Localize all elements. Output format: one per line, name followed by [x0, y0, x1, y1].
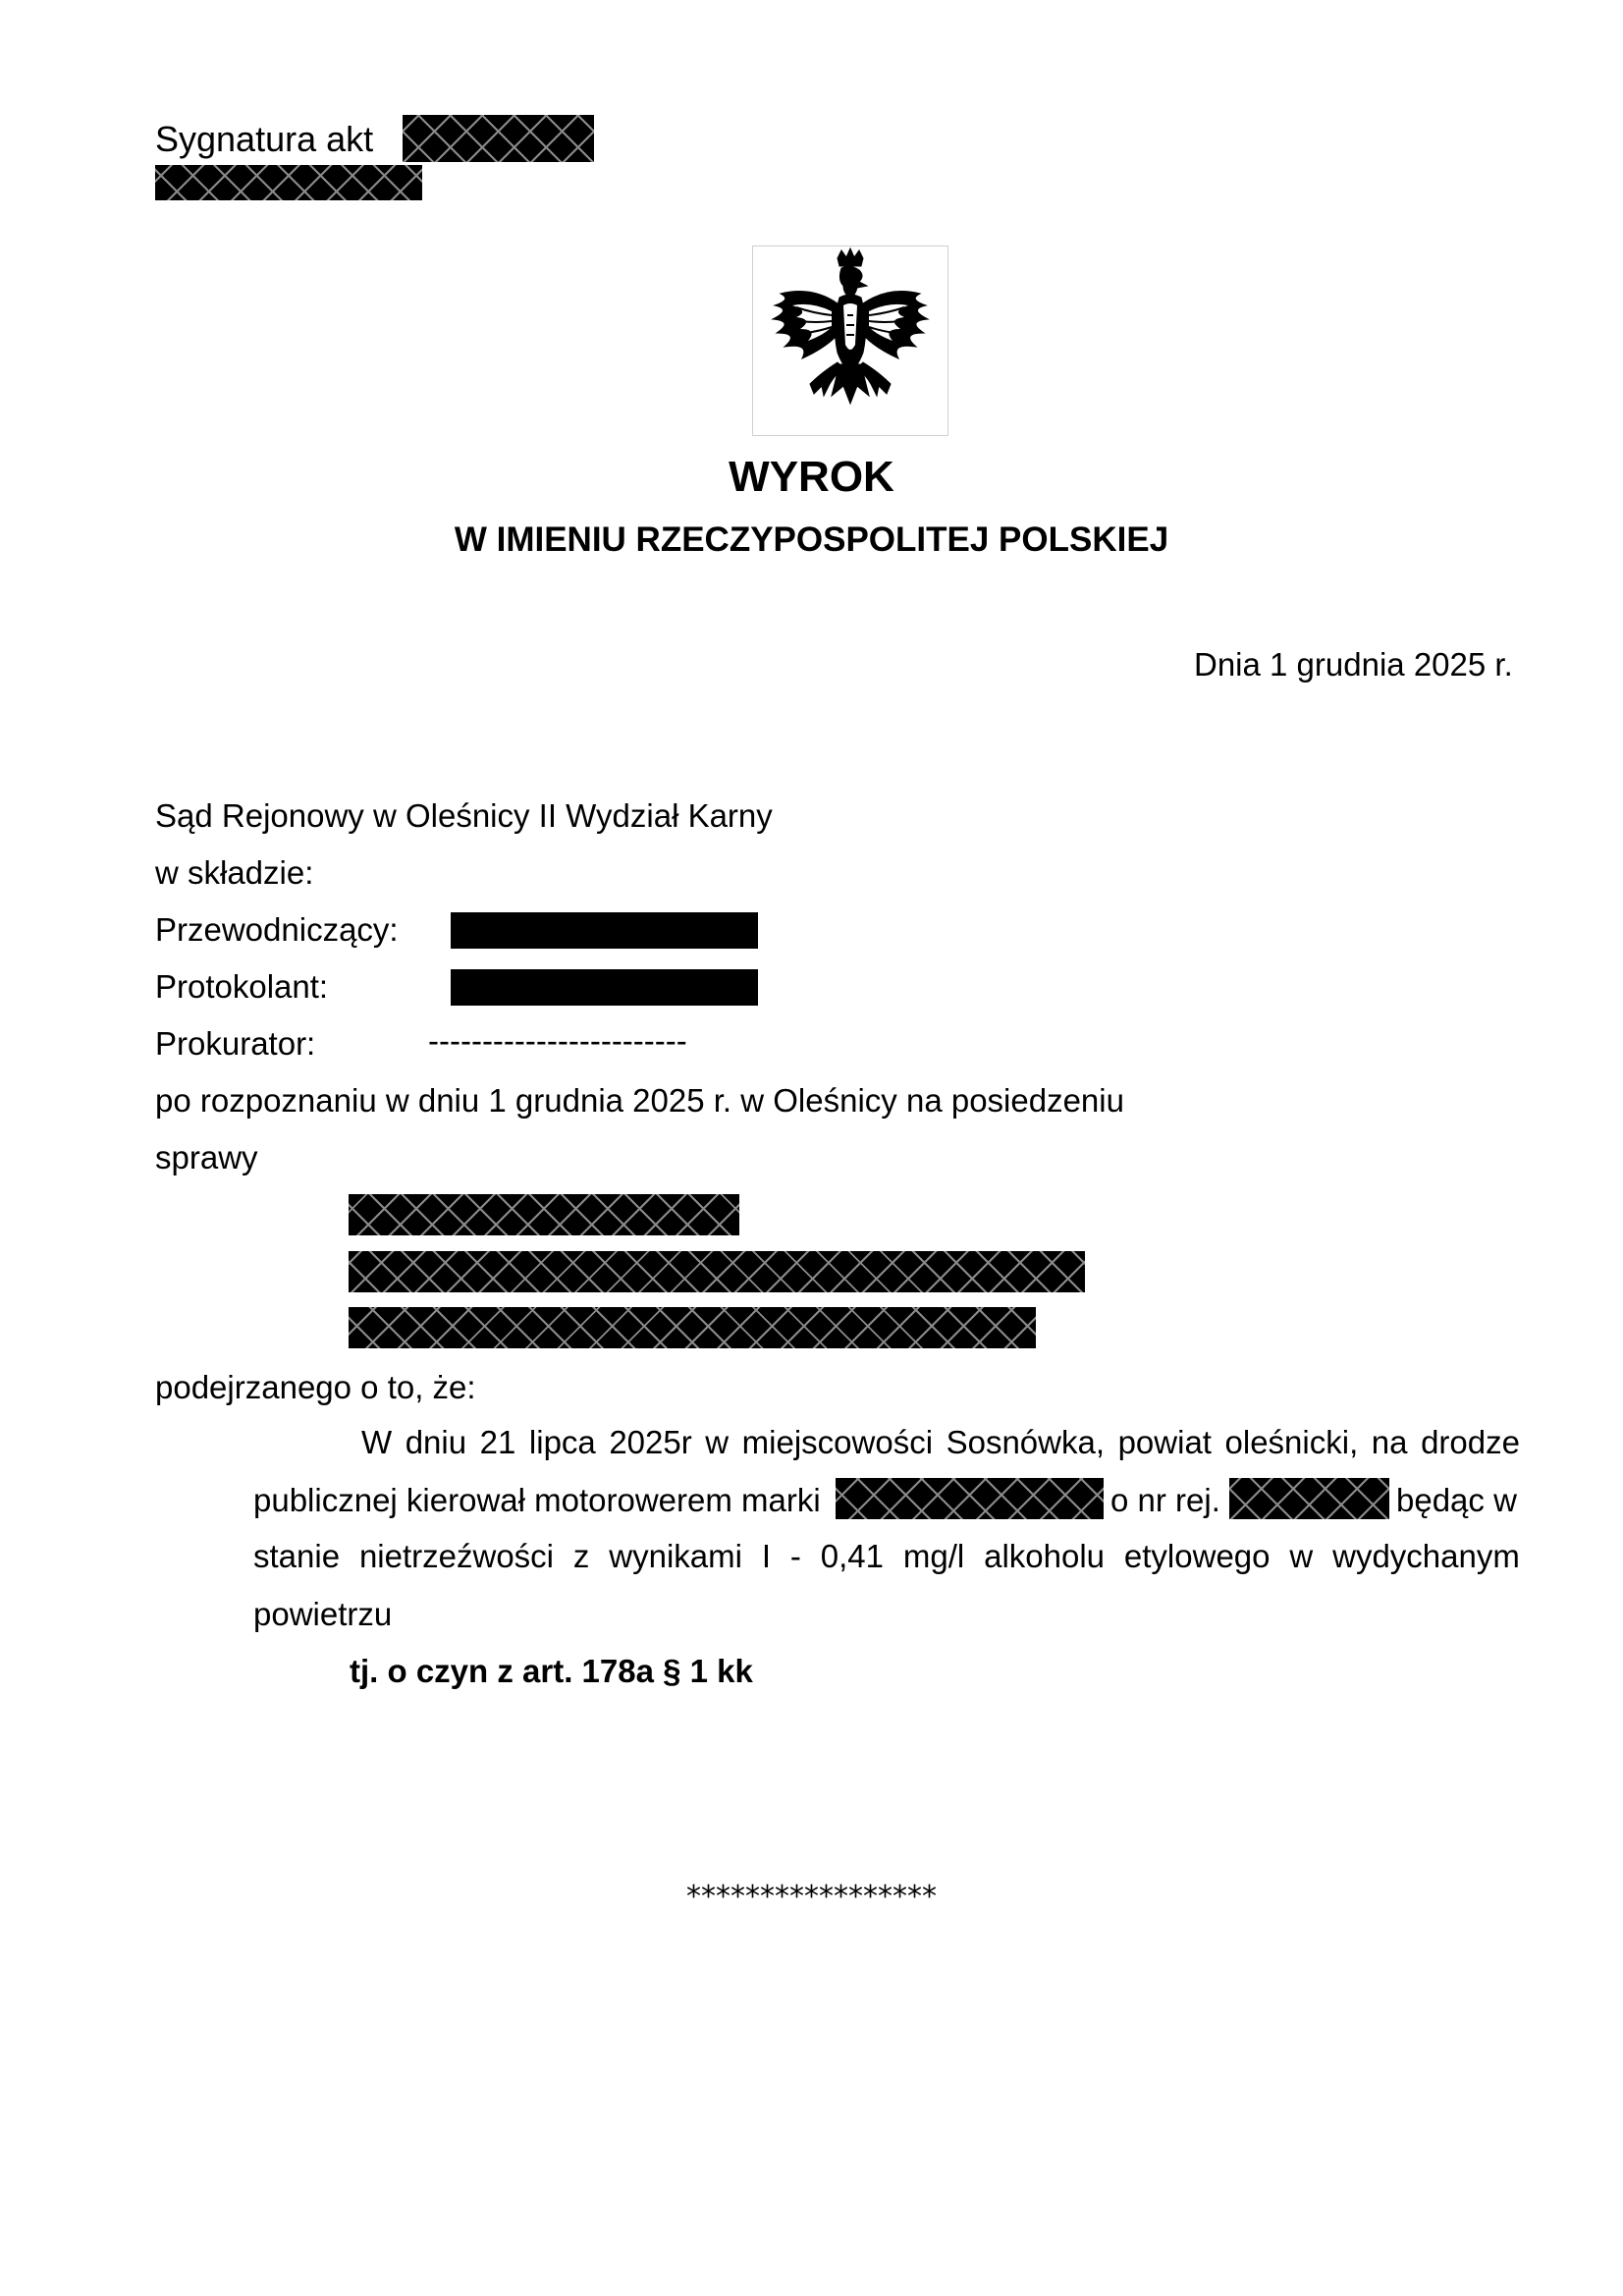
charge-word: w	[1289, 1538, 1314, 1574]
judgment-date: Dnia 1 grudnia 2025 r.	[1194, 646, 1513, 683]
charge-word: Sosnówka,	[946, 1424, 1106, 1460]
charge-word: w	[705, 1424, 730, 1460]
charge-line-1	[361, 1414, 1520, 1471]
redacted-defendant-line2	[349, 1251, 1085, 1292]
charge-word: 2025r	[609, 1424, 692, 1460]
charge-word: stanie	[253, 1538, 341, 1574]
presiding-judge-label: Przewodniczący:	[155, 911, 399, 948]
charge-word: wynikami	[609, 1538, 742, 1574]
charge-line-4: powietrzu	[253, 1596, 393, 1632]
clerk-label: Protokolant:	[155, 968, 329, 1005]
charge-word: dniu	[405, 1424, 467, 1460]
charge-line-2c: będąc w	[1396, 1482, 1517, 1518]
charge-word: mg/l	[902, 1538, 965, 1574]
redacted-signature-number	[403, 115, 594, 162]
redacted-registration-number	[1229, 1478, 1389, 1519]
prosecutor-label: Prokurator:	[155, 1025, 316, 1062]
charge-line-3	[253, 1528, 1520, 1585]
charge-word: 0,41	[820, 1538, 884, 1574]
separator-asterisks: *****************	[686, 1880, 937, 1914]
redacted-defendant-name	[349, 1194, 739, 1235]
redacted-presiding-judge	[451, 912, 758, 949]
redacted-signature-line2	[155, 165, 422, 200]
case-label: sprawy	[155, 1139, 258, 1175]
charge-word: miejscowości	[741, 1424, 934, 1460]
charge-word: wydychanym	[1332, 1538, 1520, 1574]
charge-line-2b: o nr rej.	[1110, 1482, 1220, 1518]
charge-word: oleśnicki,	[1224, 1424, 1359, 1460]
charge-word: -	[789, 1538, 801, 1574]
composition-label: w składzie:	[155, 854, 314, 891]
document-subtitle: W IMIENIU RZECZYPOSPOLITEJ POLSKIEJ	[454, 520, 1169, 559]
redacted-clerk	[451, 969, 758, 1006]
charge-word: alkoholu	[984, 1538, 1106, 1574]
charge-word: nietrzeźwości	[358, 1538, 555, 1574]
charge-word: etylowego	[1123, 1538, 1271, 1574]
charge-word: lipca	[528, 1424, 596, 1460]
redacted-defendant-line3	[349, 1307, 1036, 1348]
document-title: WYROK	[729, 453, 894, 501]
signature-label: Sygnatura akt	[155, 119, 374, 159]
charge-word: na	[1371, 1424, 1408, 1460]
legal-qualification: tj. o czyn z art. 178a § 1 kk	[350, 1653, 753, 1689]
charge-word: z	[572, 1538, 590, 1574]
polish-eagle-icon	[752, 246, 948, 436]
charge-line-2a: publicznej kierował motorowerem marki	[253, 1482, 821, 1518]
hearing-line: po rozpoznaniu w dniu 1 grudnia 2025 r. w Oleśnicy na posiedzeniu	[155, 1082, 1124, 1119]
charge-word: W	[361, 1424, 393, 1460]
charge-word: 21	[479, 1424, 516, 1460]
prosecutor-value: ------------------------	[428, 1022, 687, 1059]
court-name: Sąd Rejonowy w Oleśnicy II Wydział Karny	[155, 797, 773, 834]
redacted-vehicle-make	[836, 1478, 1104, 1519]
charge-word: drodze	[1421, 1424, 1520, 1460]
charge-word: I	[761, 1538, 772, 1574]
charge-word: powiat	[1117, 1424, 1212, 1460]
charge-intro: podejrzanego o to, że:	[155, 1369, 476, 1405]
